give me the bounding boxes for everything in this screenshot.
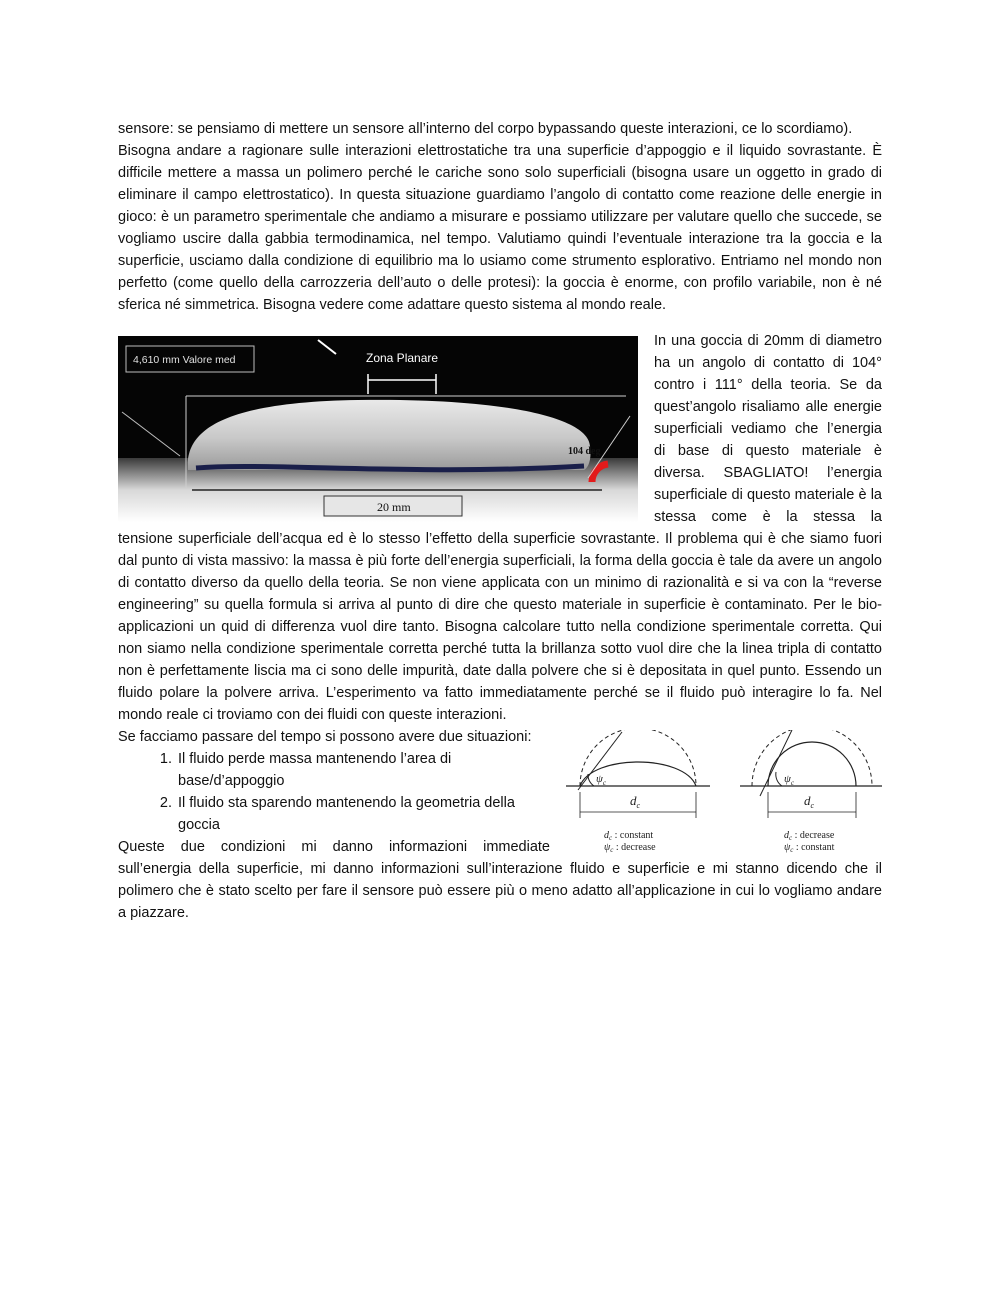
evaporation-diagram: [564, 730, 882, 855]
diagram-right-l1-sub: c: [789, 834, 793, 842]
paragraph-1: sensore: se pensiamo di mettere un sensore all’interno del corpo bypassando queste interazioni, ce lo scordiamo).: [118, 121, 853, 137]
paragraph-5: Queste due condizioni mi danno informazioni immediate sull’energia della superficie, mi danno informazioni sull’interazione fluido e superficie e mi stanno dicendo che il polimero che è stato scelto per fare il sensore può essere più o meno adatto all’applicazione in cui lo vogliamo andare a piazzare.: [118, 839, 882, 921]
diagram-left-d-sub: c: [636, 801, 641, 810]
diagram-left-l1-d: d: [604, 830, 609, 841]
diagram-left-l1-rest: : constant: [612, 830, 654, 841]
list-item: 2. Il fluido sta sparendo mantenendo la geometria della goccia: [176, 792, 882, 836]
svg-text:ψc : constant: [784, 842, 835, 854]
svg-text:dc: [804, 793, 815, 810]
svg-text:dc : constant: [604, 830, 653, 842]
svg-text:ψc: [784, 773, 795, 787]
paragraph-3: In una goccia di 20mm di diametro ha un angolo di contatto di 104° contro i 111° della teoria. Se da quest’angolo risaliamo alle energie superficiali vediamo che l’energia di base di questo materiale è diversa. SBAGLIATO! l’energia superficiale di questo materiale è la stessa come è la stessa la tensione superficiale dell’acqua ed è lo stesso l’effetto della superficie sovrastante. Il problema qui è che siamo fuori dal punto di vista massivo: la massa è più forte dell’energia superficiali, la forma della goccia è tale da avere un angolo di contatto diverso da quello della teoria. Se non viene applicata con un minimo di razionalità e si va con la “reverse engineering” su quella formula si arriva al punto di dire che questo materiale in superficie è contaminato. Per le bio-applicazioni un quid di differenza vuol dire tanto. Bisogna calcolare tutto nella condizione sperimentale corretta. Qui non siamo nella condizione sperimentale corretta perché tutta la brillanza sotto vuol dire che la linea tripla di contatto non è perfettamente liscia ma ci sono delle impurità, date dalla polvere che si è depositata in quel punto. Essendo un fluido polare la polvere arriva. L’esperimento va fatto immediatamente perché se il fluido può interagire lo fa. Nel mondo reale ci troviamo con dei fluidi con queste interazioni.: [118, 333, 882, 723]
svg-text:ψc : decrease: [604, 842, 656, 854]
droplet-photo: [118, 336, 638, 522]
diagram-right-psi-sub: c: [790, 779, 794, 787]
diagram-right-psi: ψ: [784, 773, 791, 785]
svg-text:dc : decrease: [784, 830, 835, 842]
diagram-right-l1-rest: : decrease: [792, 830, 835, 841]
diagram-right-l2-psi: ψ: [784, 842, 791, 853]
diagram-left-l1-sub: c: [609, 834, 613, 842]
paragraph-4: Se facciamo passare del tempo si possono avere due situazioni:: [118, 729, 532, 745]
diagram-right-d-sub: c: [810, 801, 815, 810]
paragraph-2: Bisogna andare a ragionare sulle interazioni elettrostatiche tra una superficie d’appoggio e il liquido sovrastante. È difficile mettere a massa un polimero perché le cariche sono solo superficiali (bisogna usare un oggetto in grado di eliminare il campo elettrostatico). In questa situazione guardiamo l’angolo di contatto come reazione delle energie in gioco: è un parametro sperimentale che andiamo a misurare e possiamo utilizzare per valutare quello che succede, se vogliamo uscire dalla gabbia termodinamica, nel tempo. Valutiamo quindi l’eventuale interazione tra la goccia e la superficie, usciamo dalla condizione di equilibrio ma lo usiamo come strumento esplorativo. Entriamo nel mondo non perfetto (come quello della carrozzeria dell’auto o delle protesi): la goccia è enorme, con profilo variabile, non è né sferica né simmetrica. Bisogna vedere come adattare questo sistema al mondo reale.: [118, 143, 882, 313]
diagram-right-l2-sub: c: [790, 846, 794, 854]
diagram-left-d: d: [630, 793, 637, 808]
value-box-label: 4,610 mm Valore med: [133, 354, 236, 366]
diagram-right-l1-d: d: [784, 830, 789, 841]
diagram-right-d: d: [804, 793, 811, 808]
diagram-left-psi: ψ: [596, 773, 603, 785]
zone-planare-label: Zona Planare: [366, 351, 439, 365]
svg-text:dc: [630, 793, 641, 810]
svg-text:ψc: [596, 773, 607, 787]
angle-label: 104 deg: [568, 446, 601, 457]
diagram-left-psi-sub: c: [602, 779, 606, 787]
diameter-label: 20 mm: [377, 500, 411, 514]
diagram-right-l2-rest: : constant: [793, 842, 835, 853]
list-item: 1. Il fluido perde massa mantenendo l’area di base/d’appoggio: [176, 748, 882, 792]
document-page: [118, 118, 882, 924]
spacer: [118, 316, 882, 330]
diagram-left-l2-rest: : decrease: [613, 842, 656, 853]
diagram-left-l2-psi: ψ: [604, 842, 611, 853]
diagram-left-l2-sub: c: [610, 846, 614, 854]
